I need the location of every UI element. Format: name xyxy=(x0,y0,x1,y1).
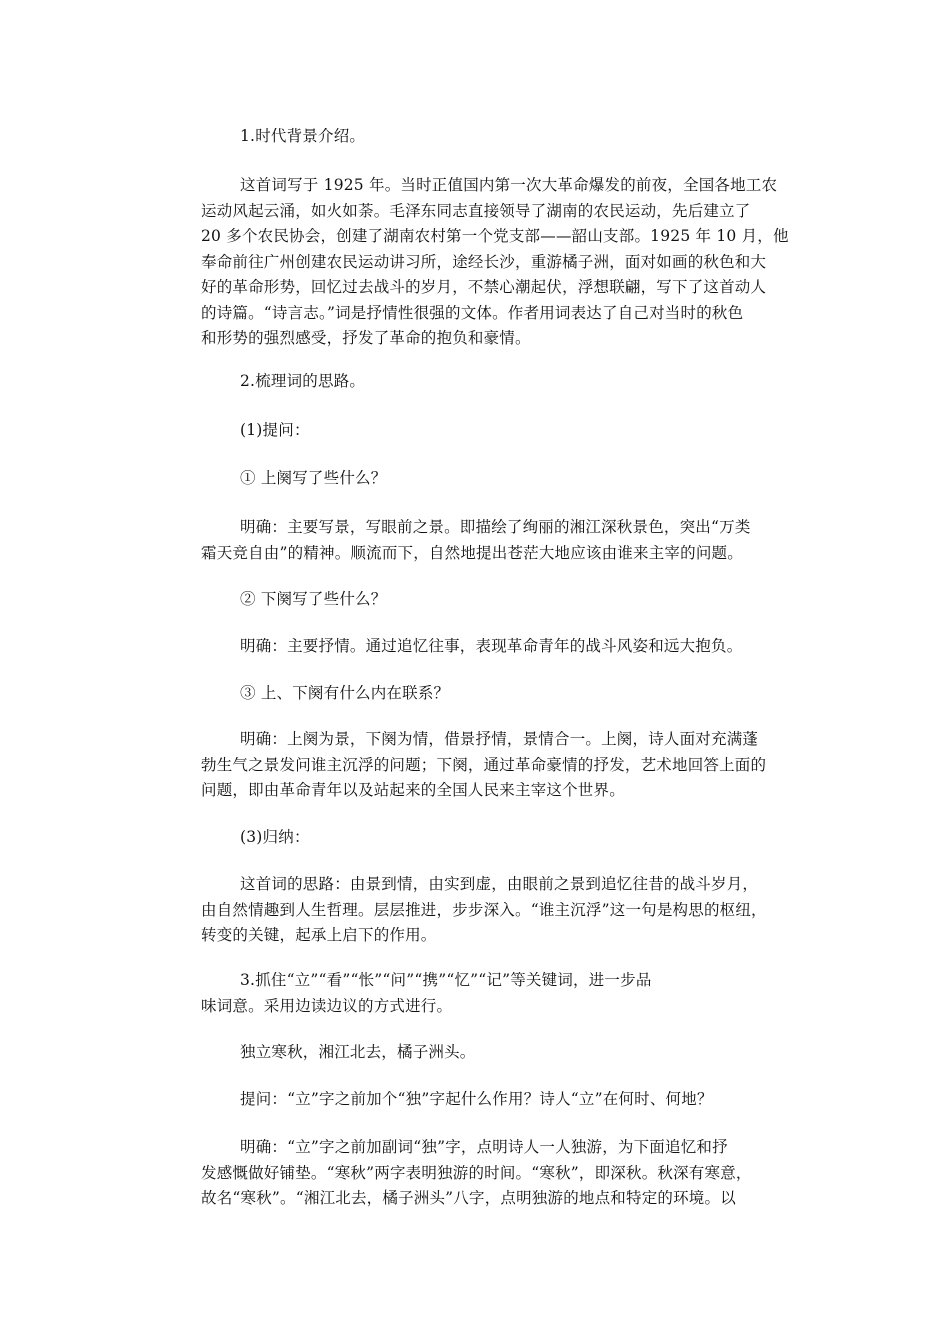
text-line: 明确：主要抒情。通过追忆往事，表现革命青年的战斗风姿和远大抱负。 xyxy=(240,637,743,655)
text-line: 3.抓住“立”“看”“怅”“问”“携”“忆”“记”等关键词，进一步品 xyxy=(240,971,652,989)
text-line: 好的革命形势，回忆过去战斗的岁月，不禁心潮起伏，浮想联翩，写下了这首动人 xyxy=(201,278,767,296)
poem-line xyxy=(201,1040,813,1066)
section-heading-keywords xyxy=(201,968,813,1019)
text-line: 奉命前往广州创建农民运动讲习所，途经长沙，重游橘子洲，面对如画的秋色和大 xyxy=(201,252,767,271)
section-heading-structure xyxy=(201,369,813,395)
question-4 xyxy=(201,1087,813,1113)
text-line: 味词意。采用边读边议的方式进行。 xyxy=(201,996,453,1015)
text-line: 故名“寒秋”。“湘江北去，橘子洲头”八字，点明独游的地点和特定的环境。以 xyxy=(201,1189,736,1207)
paragraph-background xyxy=(201,173,813,352)
answer-2 xyxy=(201,634,813,660)
text-line: ① 上阕写了些什么？ xyxy=(240,469,387,487)
text-line: 勃生气之景发问谁主沉浮的问题；下阕，通过革命豪情的抒发，艺术地回答上面的 xyxy=(201,755,767,774)
text-line: 和形势的强烈感受，抒发了革命的抱负和豪情。 xyxy=(201,329,531,347)
text-line: (1)提问： xyxy=(240,421,310,439)
text-line: 1.时代背景介绍。 xyxy=(240,127,366,145)
text-line: 20 多个农民协会，创建了湖南农村第一个党支部——韶山支部。1925 年 10 月，他 xyxy=(201,227,789,245)
text-line: 发感慨做好铺垫。“寒秋”两字表明独游的时间。“寒秋”，即深秋。秋深有寒意， xyxy=(201,1163,752,1182)
question-1 xyxy=(201,466,813,492)
text-line: 转变的关键，起承上启下的作用。 xyxy=(201,926,437,944)
text-line: 2.梳理词的思路。 xyxy=(240,372,366,390)
text-line: ③ 上、下阕有什么内在联系？ xyxy=(240,684,450,702)
text-line: 明确：“立”字之前加副词“独”字，点明诗人一人独游，为下面追忆和抒 xyxy=(240,1138,728,1156)
text-line: 这首词写于 1925 年。当时正值国内第一次大革命爆发的前夜，全国各地工农 xyxy=(240,176,778,194)
text-line: 由自然情趣到人生哲理。层层推进，步步深入。“谁主沉浮”这一句是构思的枢纽， xyxy=(201,900,767,919)
section-heading-background xyxy=(201,124,813,150)
text-line: (3)归纳： xyxy=(240,828,310,846)
text-line: 明确：上阕为景，下阕为情，借景抒情，景情合一。上阕，诗人面对充满蓬 xyxy=(240,730,759,748)
text-line: 运动风起云涌，如火如荼。毛泽东同志直接领导了湖南的农民运动，先后建立了 xyxy=(201,201,751,220)
text-line: 提问：“立”字之前加个“独”字起什么作用？诗人“立”在何时、何地？ xyxy=(240,1090,713,1108)
subheading-question xyxy=(201,418,813,444)
text-line: 这首词的思路：由景到情，由实到虚，由眼前之景到追忆往昔的战斗岁月， xyxy=(240,875,759,893)
summary-paragraph xyxy=(201,872,813,949)
question-2 xyxy=(201,587,813,613)
text-line: ② 下阕写了些什么？ xyxy=(240,590,387,608)
question-3 xyxy=(201,681,813,707)
text-line: 霜天竞自由”的精神。顺流而下，自然地提出苍茫大地应该由谁来主宰的问题。 xyxy=(201,543,743,562)
text-line: 问题，即由革命青年以及站起来的全国人民来主宰这个世界。 xyxy=(201,781,625,799)
text-line: 明确：主要写景，写眼前之景。即描绘了绚丽的湘江深秋景色，突出“万类 xyxy=(240,518,751,536)
answer-3 xyxy=(201,727,813,804)
text-line: 独立寒秋，湘江北去，橘子洲头。 xyxy=(240,1043,476,1061)
subheading-summary xyxy=(201,825,813,851)
answer-4 xyxy=(201,1135,813,1212)
text-line: 的诗篇。“诗言志。”词是抒情性很强的文体。作者用词表达了自己对当时的秋色 xyxy=(201,303,744,322)
answer-1 xyxy=(201,515,813,566)
